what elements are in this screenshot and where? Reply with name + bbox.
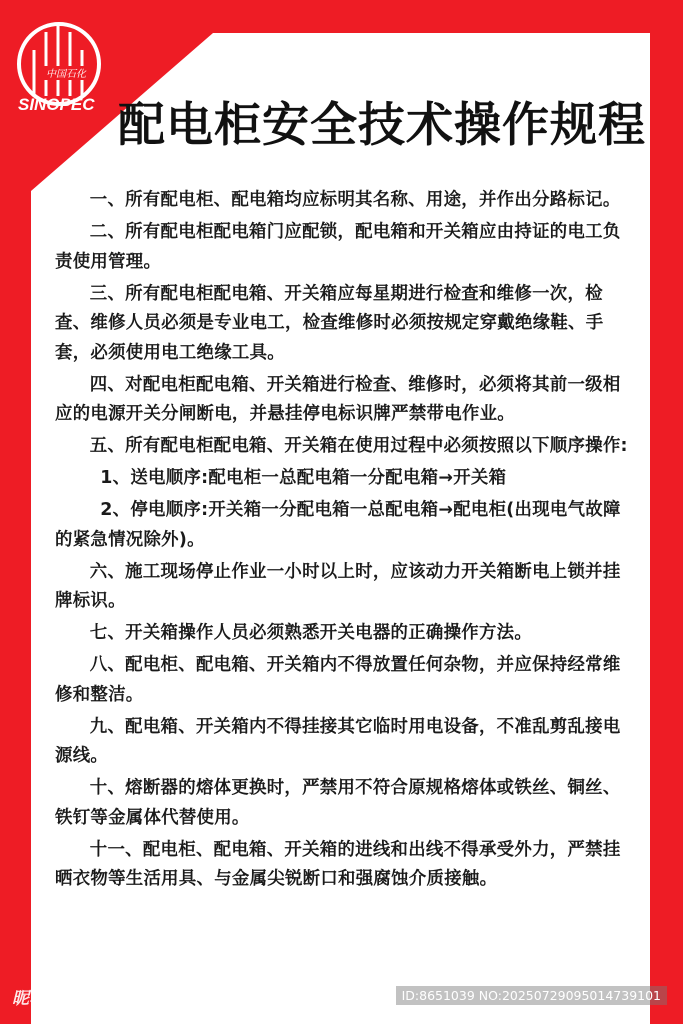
clause-6: 六、施工现场停止作业一小时以上时，应该动力开关箱断电上锁并挂牌标识。 bbox=[55, 561, 621, 611]
clause-5: 五、所有配电柜配电箱、开关箱在使用过程中必须按照以下顺序操作: bbox=[89, 436, 628, 456]
page-title: 配电柜安全技术操作规程 bbox=[118, 98, 646, 153]
watermark-site-name: 昵享网 bbox=[12, 989, 63, 1009]
clause-7: 七、开关箱操作人员必须熟悉开关电器的正确操作方法。 bbox=[89, 623, 533, 643]
clause-1: 一、所有配电柜、配电箱均应标明其名称、用途，并作出分路标记。 bbox=[89, 190, 621, 210]
clause-5-step-1: 1、送电顺序:配电柜一总配电箱一分配电箱→开关箱 bbox=[100, 468, 507, 488]
watermark-url: www.nipic.cn bbox=[67, 992, 160, 1008]
clause-8: 八、配电柜、配电箱、开关箱内不得放置任何杂物，并应保持经常维修和整洁。 bbox=[55, 655, 621, 705]
clause-4: 四、对配电柜配电箱、开关箱进行检查、维修时，必须将其前一级相应的电源开关分闸断电，并悬挂停电标识牌严禁带电作业。 bbox=[55, 374, 621, 424]
clause-2: 二、所有配电柜配电箱门应配锁，配电箱和开关箱应由持证的电工负责使用管理。 bbox=[55, 222, 621, 272]
logo-brand: SINOPEC bbox=[18, 95, 95, 114]
clause-11: 十一、配电柜、配电箱、开关箱的进线和出线不得承受外力，严禁挂晒衣物等生活用具、与金属尖锐断口和强腐蚀介质接触。 bbox=[55, 839, 621, 889]
clause-10: 十、熔断器的熔体更换时，严禁用不符合原规格熔体或铁丝、铜丝、铁钉等金属体代替使用。 bbox=[55, 778, 621, 828]
watermark-id: ID:8651039 NO:20250729095014739101 bbox=[396, 986, 667, 1005]
clause-3: 三、所有配电柜配电箱、开关箱应每星期进行检查和维修一次，检查、维修人员必须是专业电工，检查维修时必须按规定穿戴绝缘鞋、手套，必须使用电工绝缘工具。 bbox=[55, 283, 604, 363]
watermark-site bbox=[12, 984, 159, 1009]
clause-5-step-2: 2、停电顺序:开关箱一分配电箱一总配电箱→配电柜(出现电气故障的紧急情况除外)。 bbox=[55, 500, 621, 550]
logo-text: 中国石化 bbox=[46, 69, 86, 80]
regulation-body bbox=[55, 186, 635, 897]
sinopec-logo-icon bbox=[12, 10, 122, 120]
clause-9: 九、配电箱、开关箱内不得挂接其它临时用电设备，不准乱剪乱接电源线。 bbox=[55, 716, 621, 766]
